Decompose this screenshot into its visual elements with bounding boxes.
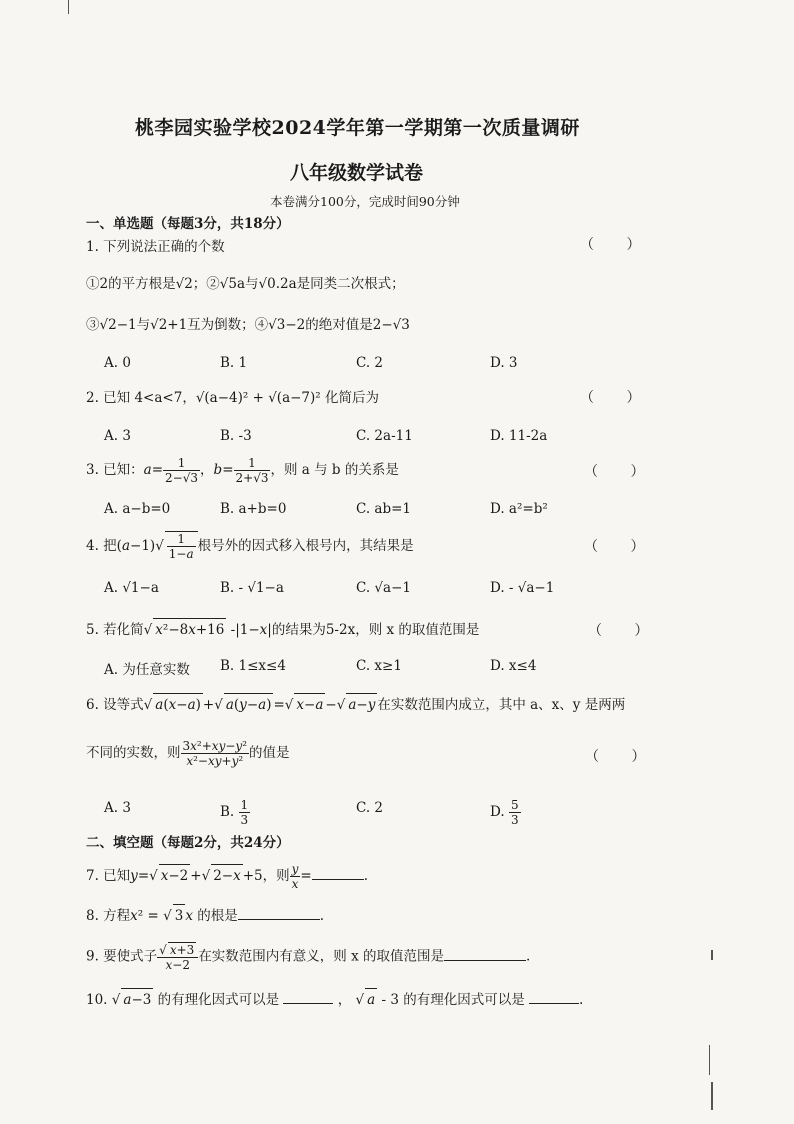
scan-mark: [711, 1082, 713, 1110]
answer-blank[interactable]: [312, 865, 364, 880]
answer-blank[interactable]: [283, 989, 333, 1004]
scan-mark: [711, 950, 713, 960]
answer-bracket: （ ）: [584, 464, 659, 480]
exam-note: 本卷满分100分，完成时间90分钟: [270, 194, 460, 209]
option-d: D. - √a−1: [490, 580, 555, 596]
question-3: 3. 已知：a= $\frac{1}{2-√3}$ ，b= $\frac{1}{2+√3}$ ，则 a 与 b 的关系是: [86, 456, 399, 485]
question-6: 6. 设等式√ a(x−a) +√ a(y−a) =√ x−a −√ a−y 在实数范围内成立，其中 a、x、y 是两两: [86, 693, 625, 716]
question-5-suffix: 的结果为5-2x，则 x 的取值范围是: [271, 622, 480, 638]
option-c: C. ab=1: [356, 501, 412, 517]
answer-bracket: （ ）: [585, 749, 660, 765]
question-4-prefix: 4. 把: [86, 538, 117, 554]
question-6-line2-prefix: 不同的实数，则: [86, 745, 181, 761]
question-9-prefix: 9. 要使式子: [86, 948, 158, 965]
question-6-line2-suffix: 的值是: [249, 745, 290, 761]
question-8-suffix: 的根是: [197, 908, 238, 924]
question-9-suffix: 在实数范围内有意义，则 x 的取值范围是: [198, 948, 445, 965]
question-1-statements-a: ①2的平方根是√2；②√5a与√0.2a是同类二次根式；: [86, 276, 405, 292]
option-a: A. 为任意实数: [104, 662, 190, 678]
question-7: 7. 已知y=√ x−2 +√ 2−x +5，则 $\frac{y}{x}$ = .: [86, 862, 369, 891]
scan-mark: [709, 1045, 710, 1075]
question-1: 1. 下列说法正确的个数: [86, 239, 225, 255]
question-5-prefix: 5. 若化简: [86, 622, 144, 638]
option-c: C. x≥1: [356, 658, 402, 674]
question-4: 4. 把(a−1)√ $\frac{1}{1-a}$ 根号外的因式移入根号内，其结果是: [86, 532, 414, 561]
question-7-suffix: ，则: [262, 868, 290, 884]
answer-bracket: （ ）: [580, 237, 655, 253]
answer-bracket: （ ）: [584, 539, 659, 555]
question-1-statements-b: ③√2−1与√2+1互为倒数；④√3−2的绝对值是2−√3: [86, 317, 410, 333]
question-6-prefix: 6. 设等式: [86, 697, 144, 713]
option-b: B. a+b=0: [220, 501, 287, 517]
option-c: C. 2: [356, 355, 384, 371]
option-a: A. 0: [104, 355, 131, 371]
answer-bracket: （ ）: [580, 390, 655, 406]
question-3-prefix: 3. 已知：: [86, 462, 144, 478]
question-9: 9. 要使式子 $\frac{√ x+3}{x-2}$ 在实数范围内有意义，则 x 的取值范围是 .: [86, 943, 531, 972]
option-a: A. 3: [104, 800, 131, 816]
option-c: C. 2: [356, 800, 384, 816]
option-b: B. $\frac{1}{3}$: [220, 798, 249, 827]
option-a: A. a−b=0: [104, 501, 171, 517]
option-d: D. $\frac{5}{3}$: [490, 798, 519, 827]
option-b: B. 1≤x≤4: [220, 658, 286, 674]
question-2: 2. 已知 4<a<7，√(a−4)² + √(a−7)² 化简后为: [86, 390, 379, 406]
option-b: B. -3: [220, 428, 252, 444]
option-c: C. √a−1: [356, 580, 411, 596]
option-d: D. 3: [490, 355, 518, 371]
question-6-suffix: 在实数范围内成立，其中 a、x、y 是两两: [377, 697, 626, 713]
exam-title: 桃李园实验学校2024学年第一学期第一次质量调研: [135, 117, 580, 139]
question-10-mid: 的有理化因式可以是: [157, 992, 280, 1008]
answer-blank[interactable]: [444, 946, 526, 961]
option-b: B. - √1−a: [220, 580, 284, 596]
answer-blank[interactable]: [238, 905, 320, 920]
option-a: A. √1−a: [104, 580, 159, 596]
scan-mark: [68, 0, 69, 14]
answer-blank[interactable]: [529, 989, 579, 1004]
question-4-suffix: 根号外的因式移入根号内，其结果是: [197, 538, 414, 554]
question-10-mid2: - 3 的有理化因式可以是: [381, 992, 525, 1008]
question-3-suffix: ，则 a 与 b 的关系是: [270, 462, 399, 478]
option-b: B. 1: [220, 355, 248, 371]
option-d: D. x≤4: [490, 658, 537, 674]
question-6-line2: 不同的实数，则 $\frac{\text{3x²+xy−y²}}{\text{x²−xy+y²}}$ 的值是: [86, 739, 290, 768]
answer-bracket: （ ）: [588, 623, 663, 639]
option-d-label: D.: [490, 804, 505, 820]
question-8-prefix: 8. 方程: [86, 908, 131, 924]
option-d: D. 11-2a: [490, 428, 548, 444]
question-5: 5. 若化简√ x²−8x+16 -|1−x|的结果为5-2x，则 x 的取值范围是: [86, 618, 479, 641]
section-heading: 二、填空题（每题2分，共24分）: [86, 835, 290, 851]
question-10: 10. √ a−3 的有理化因式可以是 ， √ a - 3 的有理化因式可以是 .: [86, 988, 583, 1011]
question-7-prefix: 7. 已知: [86, 868, 131, 884]
option-a: A. 3: [104, 428, 131, 444]
question-8: 8. 方程x² = √ 3 x 的根是 .: [86, 904, 324, 927]
section-heading: 一、单选题（每题3分，共18分）: [86, 216, 290, 232]
question-10-prefix: 10.: [86, 992, 108, 1008]
option-b-label: B.: [220, 804, 235, 820]
exam-subtitle: 八年级数学试卷: [290, 162, 424, 184]
option-d: D. a²=b²: [490, 501, 548, 517]
option-c: C. 2a-11: [356, 428, 413, 444]
